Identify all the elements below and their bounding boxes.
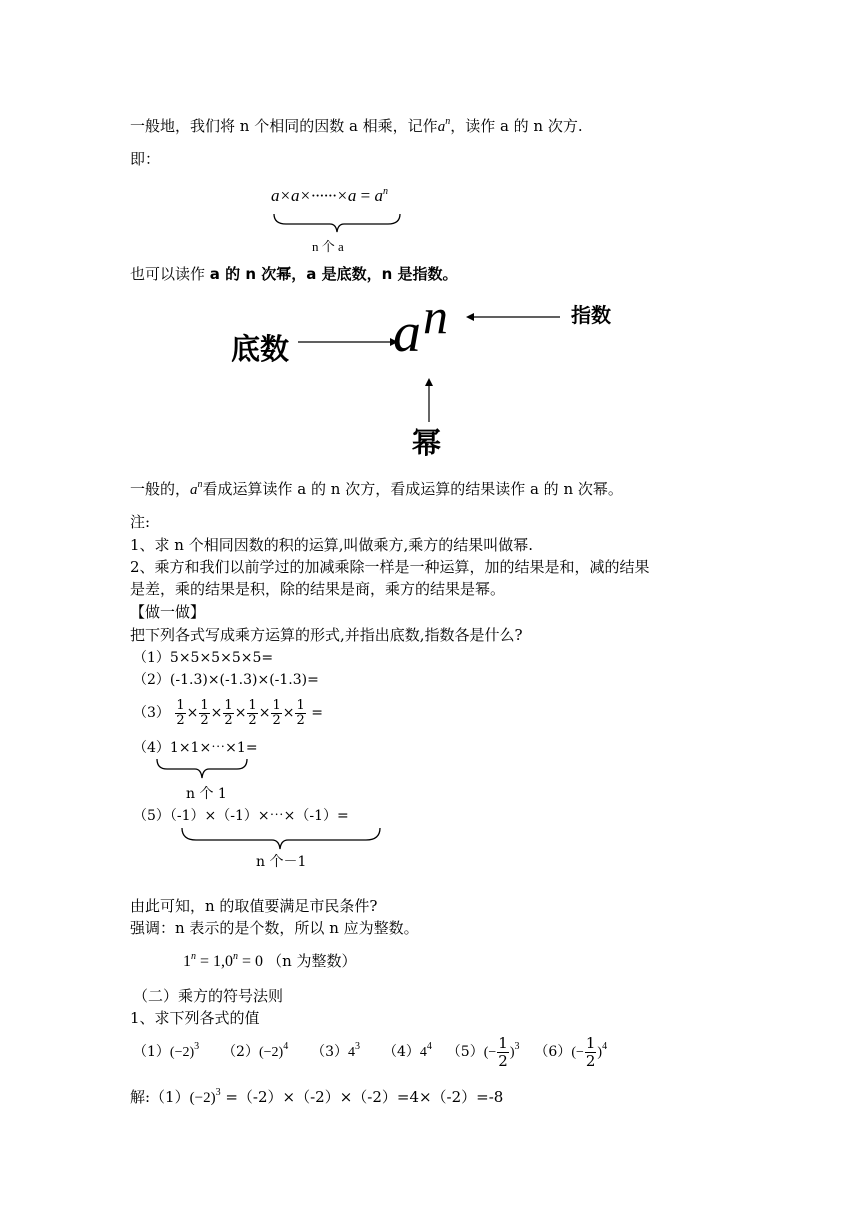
q5-brace [180, 826, 385, 852]
formula-brace-label: n 个 a [312, 239, 344, 254]
item-6: （6）(− $\frac{1}{2}$ )$^4$ [534, 1033, 608, 1070]
formula: $a\times a\times\cdot\cdot\cdot\cdot\cdot\cdot\times a = a^n$ [271, 186, 389, 205]
sign-rule-heading: （二）乘方的符号法则 [133, 987, 284, 1005]
note-1: 1、求 n 个相同因数的积的运算,叫做乘方,乘方的结果叫做幂. [130, 536, 534, 554]
q4-brace-label: n 个 1 [186, 786, 227, 802]
note-2a: 2、乘方和我们以前学过的加减乘除一样是一种运算，加的结果是和，减的结果 [130, 558, 650, 576]
exercise-instruction: 把下列各式写成乘方运算的形式,并指出底数,指数各是什么? [130, 626, 523, 644]
power-label: 幂 [412, 426, 442, 460]
q4-brace [155, 757, 250, 781]
sign-rule-task: 1、求下列各式的值 [130, 1009, 260, 1027]
exponent-arrow [466, 312, 561, 322]
a-power-inline: $a^n$ [437, 116, 451, 135]
exercise-heading: 【做一做】 [130, 603, 206, 621]
q5-brace-label: n 个－1 [256, 854, 307, 870]
power-arrow [424, 378, 434, 424]
exponent-label: 指数 [571, 303, 611, 327]
note-2b: 是差，乘的结果是积，除的结果是商，乘方的结果是幂。 [130, 580, 506, 598]
item-5: （5）(− $\frac{1}{2}$ )$^3$ [446, 1033, 520, 1070]
exercise-q3: （3） $\frac{1}{2}$ × $\frac{1}{2}$ × $\frac{1}{2}$ × $\frac{1}{2}$ × $\frac{1}{2}$ × $\frac{1}{2}$ = [133, 697, 323, 728]
condition-emphasis: 强调：n 表示的是个数，所以 n 应为整数。 [130, 919, 419, 937]
condition-formula: $1^n = 1,0^n = 0$ （n 为整数） [183, 951, 357, 970]
diagram-exp-var: n [423, 288, 448, 344]
formula-brace [272, 212, 402, 234]
item-4: $(4)4^4$ [382, 1041, 432, 1060]
base-label: 底数 [231, 332, 290, 366]
intro-line-2: 即： [130, 150, 161, 168]
item-1: $(1)(-2)^3$ [133, 1041, 200, 1060]
exercise-q4: （4）1×1×⋯×1= [133, 740, 258, 756]
condition-question: 由此可知，n 的取值要满足市民条件? [130, 897, 378, 915]
notes-title: 注: [130, 513, 151, 531]
base-arrow [298, 337, 398, 347]
intro-line-1: 一般地，我们将 n 个相同的因数 a 相乘，记作$a^n$，读作 a 的 n 次方. [130, 116, 583, 135]
read-as-line: 也可以读作 a 的 n 次幂，a 是底数，n 是指数。 [130, 265, 458, 283]
sign-rule-items [133, 1030, 607, 1075]
general-line: 一般的，$a^n$看成运算读作 a 的 n 次方，看成运算的结果读作 a 的 n 次幂。 [130, 479, 623, 498]
item-2: $(2)(-2)^4$ [222, 1041, 289, 1060]
solution-line: 解$:(1)(-2)^3 =(-2)\times(-2)\times(-2)=4\times(-2)=-8$ [130, 1087, 504, 1106]
exercise-q1: （1）5×5×5×5×5= [133, 650, 274, 666]
exercise-q2: （2）(-1.3)×(-1.3)×(-1.3)= [133, 672, 319, 688]
exercise-q5: （5）（-1）×（-1）×⋯×（-1）= [133, 808, 349, 824]
half-fraction: $\frac{1}{2}$ [176, 697, 185, 728]
diagram-base-var: a [393, 302, 421, 364]
item-3: $(3)4^3$ [311, 1041, 361, 1060]
